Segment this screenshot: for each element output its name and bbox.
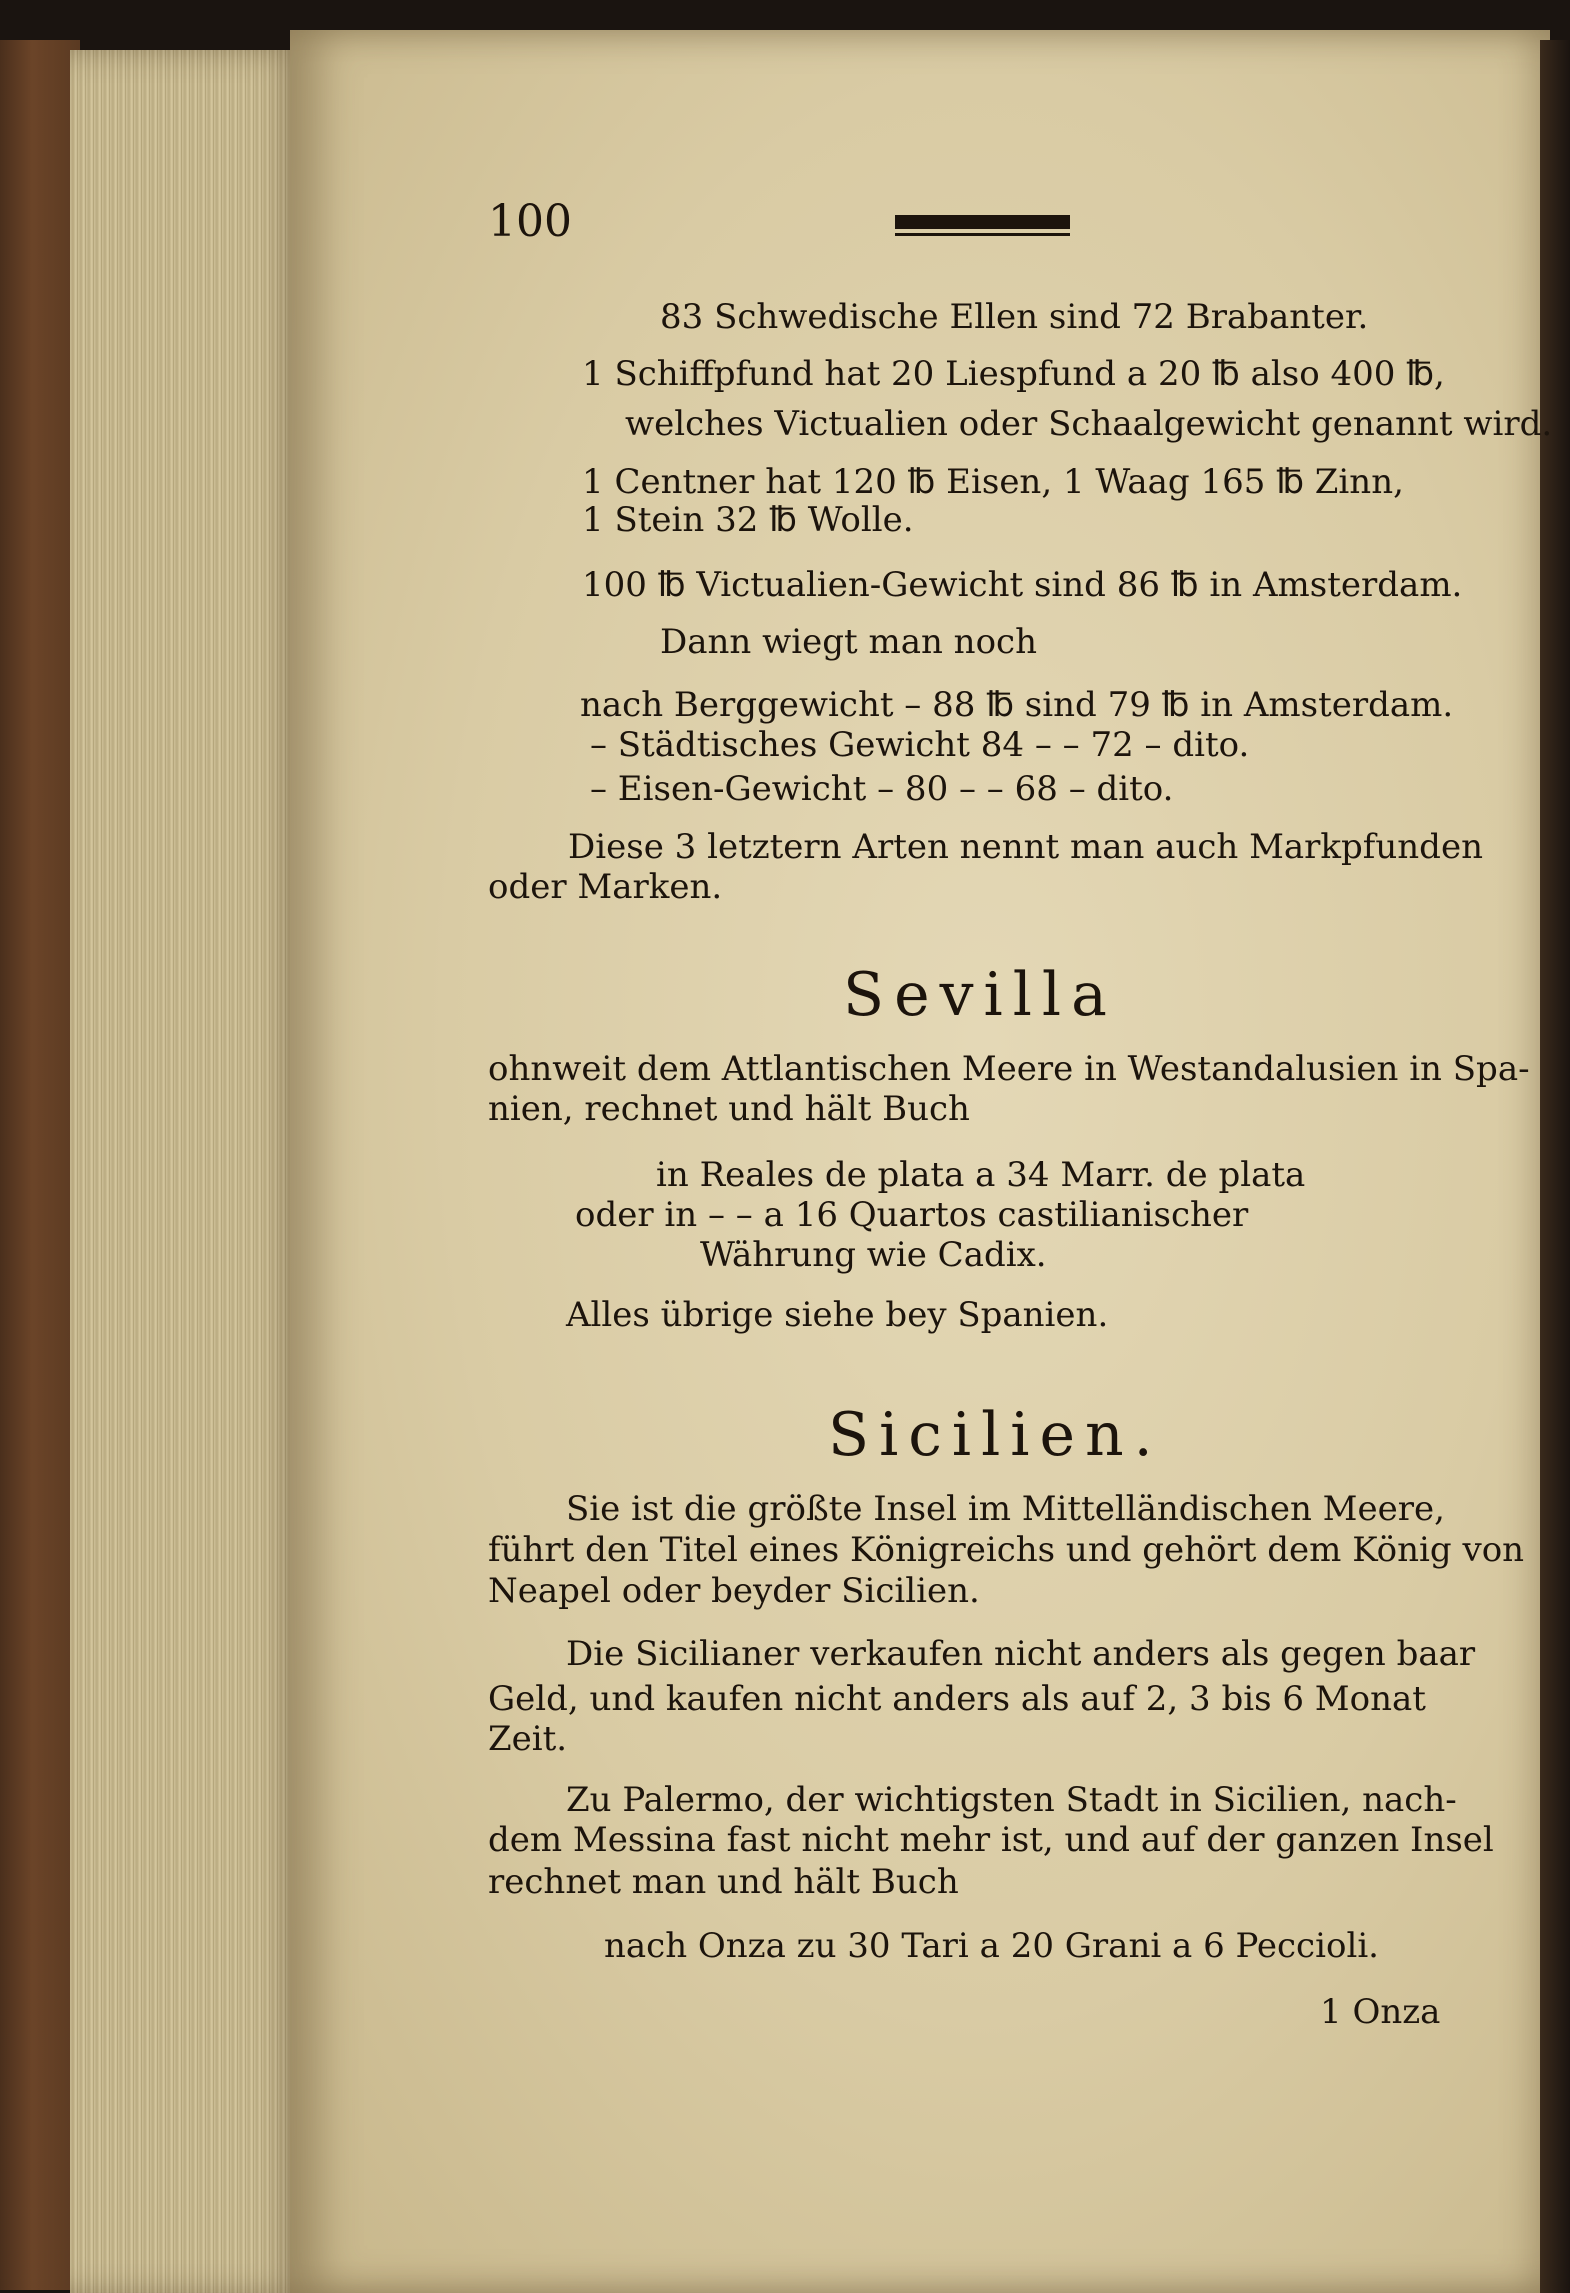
header-rule xyxy=(895,215,1070,229)
right-gutter xyxy=(1540,40,1570,2293)
line-2: 1 Schiffpfund hat 20 Liespfund a 20 ℔ also 400 ℔, xyxy=(582,354,1445,394)
page-stack-edges xyxy=(70,50,305,2293)
catchword: 1 Onza xyxy=(1320,1992,1441,2032)
book-cover-edge xyxy=(0,40,80,2290)
line-22: Die Sicilianer verkaufen nicht anders als gegen baar xyxy=(566,1634,1476,1674)
line-24: Zeit. xyxy=(488,1719,568,1759)
line-14: nien, rechnet und hält Buch xyxy=(488,1089,970,1129)
line-23: Geld, und kaufen nicht anders als auf 2, 3 bis 6 Monat xyxy=(488,1679,1426,1719)
line-15: in Reales de plata a 34 Marr. de plata xyxy=(656,1155,1306,1195)
line-28: nach Onza zu 30 Tari a 20 Grani a 6 Peccioli. xyxy=(604,1926,1379,1966)
table-row-1: nach Berggewicht – 88 ℔ sind 79 ℔ in Amsterdam. xyxy=(580,685,1454,725)
line-16: oder in – – a 16 Quartos castilianischer xyxy=(575,1195,1249,1235)
line-21: Neapel oder beyder Sicilien. xyxy=(488,1571,980,1611)
table-row-3: – Eisen-Gewicht – 80 – – 68 – dito. xyxy=(590,769,1174,809)
page-number: 100 xyxy=(488,196,572,247)
line-3: welches Victualien oder Schaalgewicht genannt wird. xyxy=(625,404,1553,444)
line-1: 83 Schwedische Ellen sind 72 Brabanter. xyxy=(660,297,1369,337)
line-17: Währung wie Cadix. xyxy=(700,1235,1047,1275)
line-4: 1 Centner hat 120 ℔ Eisen, 1 Waag 165 ℔ Zinn, xyxy=(582,462,1404,502)
line-7: Dann wiegt man noch xyxy=(660,622,1037,662)
line-5: 1 Stein 32 ℔ Wolle. xyxy=(582,500,914,540)
line-19: Sie ist die größte Insel im Mittelländischen Meere, xyxy=(566,1489,1445,1529)
line-11: Diese 3 letztern Arten nennt man auch Markpfunden xyxy=(568,827,1483,867)
line-20: führt den Titel eines Königreichs und gehört dem König von xyxy=(488,1530,1525,1570)
table-row-2: – Städtisches Gewicht 84 – – 72 – dito. xyxy=(590,725,1250,765)
line-25: Zu Palermo, der wichtigsten Stadt in Sicilien, nach- xyxy=(566,1780,1457,1820)
line-26: dem Messina fast nicht mehr ist, und auf der ganzen Insel xyxy=(488,1820,1494,1860)
line-27: rechnet man und hält Buch xyxy=(488,1862,959,1902)
line-13: ohnweit dem Attlantischen Meere in Westandalusien in Spa- xyxy=(488,1049,1530,1089)
line-12: oder Marken. xyxy=(488,867,723,907)
line-6: 100 ℔ Victualien-Gewicht sind 86 ℔ in Amsterdam. xyxy=(582,565,1463,605)
line-18: Alles übrige siehe bey Spanien. xyxy=(566,1295,1109,1335)
heading-sevilla: Sevilla xyxy=(843,960,1117,1030)
heading-sicilien: Sicilien. xyxy=(828,1400,1163,1470)
